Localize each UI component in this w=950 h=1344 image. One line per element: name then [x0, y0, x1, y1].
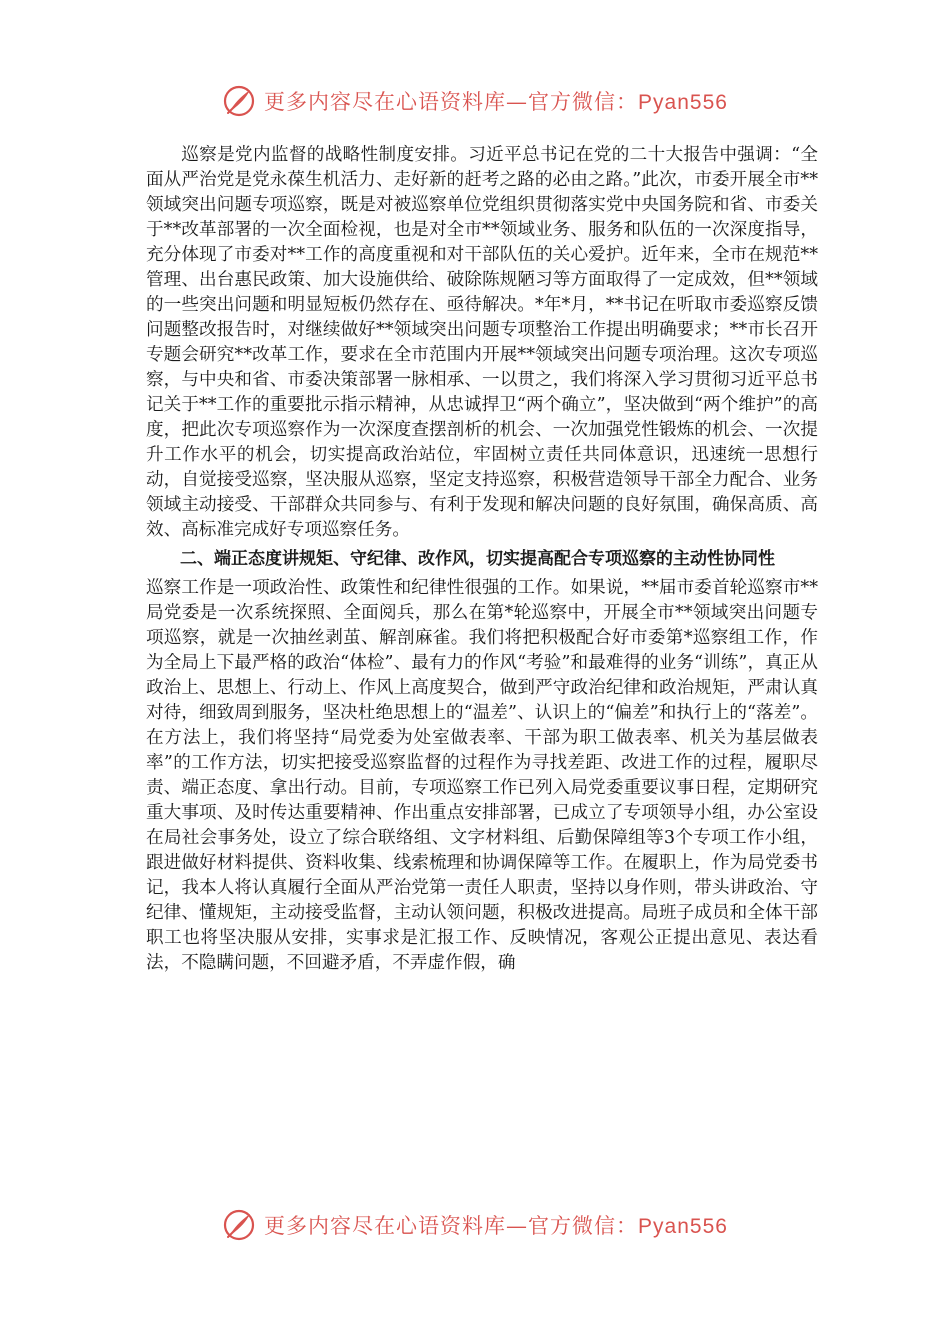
paragraph: 巡察工作是一项政治性、政策性和纪律性很强的工作。如果说，**届市委首轮巡察市**局党委是一次系统探照、全面阅兵，那么在第*轮巡察中，开展全市**领域突出问题专项巡察，就是一次抽丝剥茧、解剖麻雀。我们将把积极配合好市委第*巡察组工作，作为全局上下最严格的政治“体检”、最有力的作风“考验”和最难得的业务“训练”，真正从政治上、思想上、行动上、作风上高度契合，做到严守政治纪律和政治规矩，严肃认真对待，细致周到服务，坚决杜绝思想上的“温差”、认识上的“偏差”和执行上的“落差”。在方法上，我们将坚持“局党委为处室做表率、干部为职工做表率、机关为基层做表率”的工作方法，切实把接受巡察监督的过程作为寻找差距、改进工作的过程，履职尽责、端正态度、拿出行动。目前，专项巡察工作已列入局党委重要议事日程，定期研究重大事项、及时传达重要精神、作出重点安排部署，已成立了专项领导小组，办公室设在局社会事务处，设立了综合联络组、文字材料组、后勤保障组等3个专项工作小组，跟进做好材料提供、资料收集、线索梳理和协调保障等工作。在履职上，作为局党委书记，我本人将认真履行全面从严治党第一责任人职责，坚持以身作则，带头讲政治、守纪律、懂规矩，主动接受监督，主动认领问题，积极改进提高。局班子成员和全体干部职工也将坚决服从安排，实事求是汇报工作、反映情况，客观公正提出意见、表达看法，不隐瞒问题，不回避矛盾，不弄虚作假，确	[146, 578, 818, 973]
quill-logo-icon	[222, 84, 256, 118]
footer-banner	[0, 1208, 950, 1242]
header-banner	[0, 84, 950, 118]
paragraph: 巡察是党内监督的战略性制度安排。习近平总书记在党的二十大报告中强调：“全面从严治党是党永葆生机活力、走好新的赶考之路的必由之路。”此次，市委开展全市**领域突出问题专项巡察，既是对被巡察单位党组织贯彻落实党中央国务院和省、市委关于**改革部署的一次全面检视，也是对全市**领域业务、服务和队伍的一次深度指导，充分体现了市委对**工作的高度重视和对干部队伍的关心爱护。近年来，全市在规范**管理、出台惠民政策、加大设施供给、破除陈规陋习等方面取得了一定成效，但**领域的一些突出问题和明显短板仍然存在、亟待解决。*年*月，**书记在听取市委巡察反馈问题整改报告时，对继续做好**领域突出问题专项整治工作提出明确要求；**市长召开专题会研究**改革工作，要求在全市范围内开展**领域突出问题专项治理。这次专项巡察，与中央和省、市委决策部署一脉相承、一以贯之，我们将深入学习贯彻习近平总书记关于**工作的重要批示指示精神，从忠诚捍卫“两个确立”，坚决做到“两个维护”的高度，把此次专项巡察作为一次深度查摆剖析的机会、一次加强党性锻炼的机会、一次提升工作水平的机会，切实提高政治站位，牢固树立责任共同体意识，迅速统一思想行动，自觉接受巡察，坚决服从巡察，坚定支持巡察，积极营造领导干部全力配合、业务领域主动接受、干部群众共同参与、有利于发现和解决问题的良好氛围，确保高质、高效、高标准完成好专项巡察任务。	[146, 145, 818, 540]
section-heading: 二、端正态度讲规矩、守纪律、改作风，切实提高配合专项巡察的主动性协同性	[180, 549, 775, 569]
banner-text: 更多内容尽在心语资料库—官方微信：Pyan556	[264, 1214, 728, 1238]
banner-text: 更多内容尽在心语资料库—官方微信：Pyan556	[264, 90, 728, 114]
document-body	[146, 143, 818, 976]
quill-logo-icon	[222, 1208, 256, 1242]
